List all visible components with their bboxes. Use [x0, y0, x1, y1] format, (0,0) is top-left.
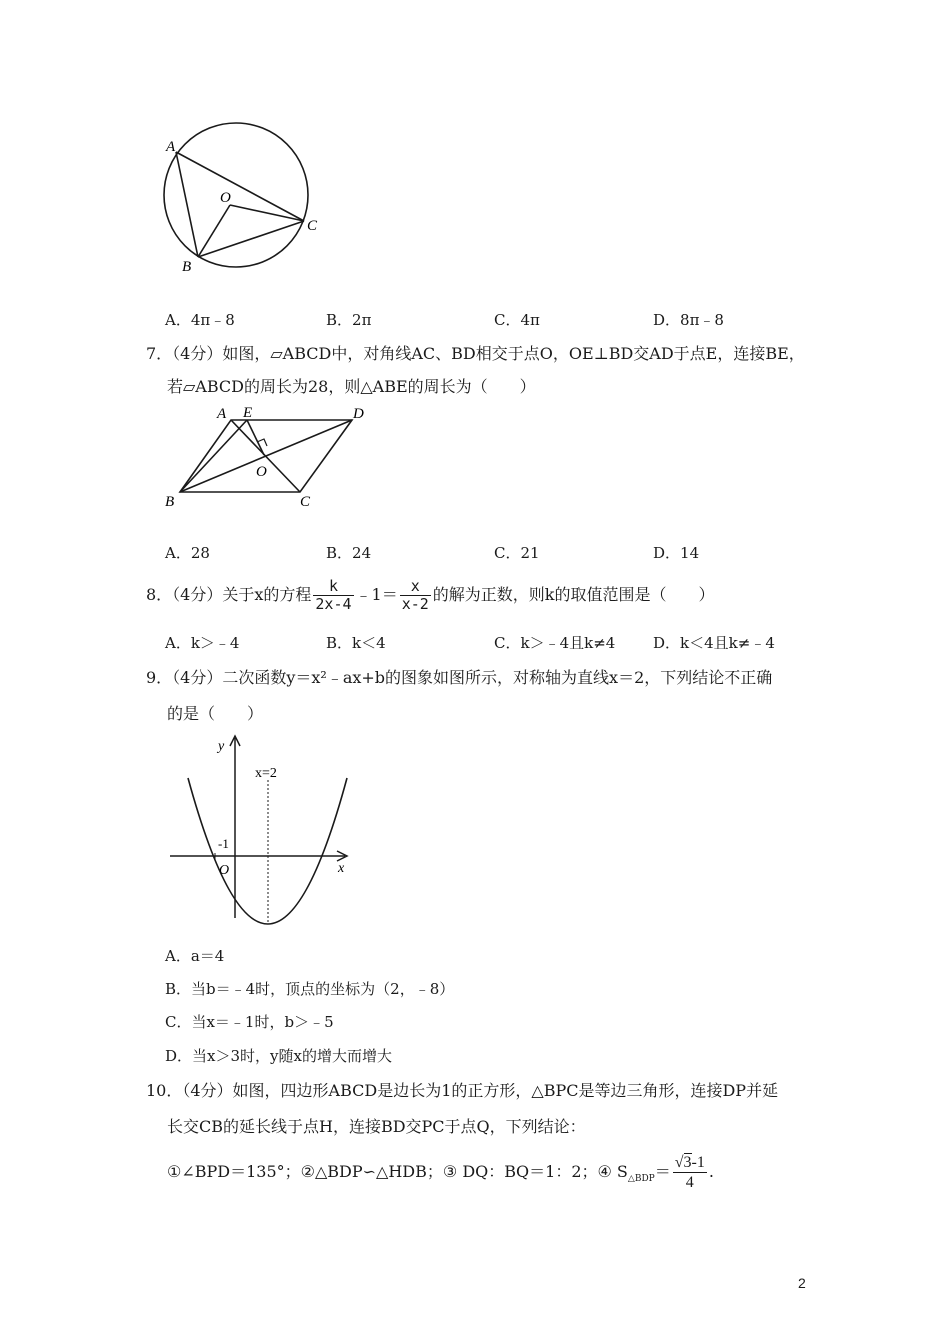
q8-fraction-2 [400, 578, 431, 613]
q8-frac1-num: k [313, 578, 353, 596]
q6-option-d: D．8π﹣8 [653, 311, 724, 329]
q10-line3 [167, 1150, 714, 1201]
label-a: A [166, 139, 176, 155]
q7-line2: 若▱ABCD的周长为28，则△ABE的周长为（ ） [167, 377, 536, 396]
q7-line1: 7．（4分）如图，▱ABCD中，对角线AC、BD相交于点O，OE⊥BD交AD于点E，连接BE， [146, 344, 805, 363]
q8-suffix: 的解为正数，则k的取值范围是（ ） [432, 585, 715, 604]
figure-circle [150, 115, 340, 285]
q10-line2: 长交CB的延长线于点H，连接BD交PC于点Q，下列结论： [167, 1117, 586, 1136]
q8-fraction-1 [313, 578, 353, 613]
label-d: D [353, 406, 364, 422]
q10-equals: ＝ [654, 1162, 671, 1181]
label-b: B [182, 259, 192, 275]
q8-option-b: B．k＜4 [326, 634, 386, 652]
q6-option-a: A．4π﹣8 [165, 311, 235, 329]
q10-statements: ①∠BPD＝135°；②△BDP∽△HDB；③ DQ：BQ＝1：2；④ S [167, 1162, 628, 1181]
tick-minus-one: -1 [218, 836, 229, 851]
q9-line2: 的是（ ） [167, 704, 264, 723]
q8-prefix: 8．（4分）关于x的方程 [146, 585, 312, 604]
q9-line1: 9．（4分）二次函数y＝x²﹣ax+b的图象如图所示，对称轴为直线x＝2，下列结论不正确 [146, 668, 773, 687]
q8-frac2-num: x [400, 578, 431, 596]
q9-option-a: A．a＝4 [165, 947, 225, 965]
q10-line1: 10．（4分）如图，四边形ABCD是边长为1的正方形，△BPC是等边三角形，连接DP并延 [146, 1081, 779, 1100]
q10-fraction [673, 1153, 707, 1192]
q10-frac-den: 4 [685, 1174, 694, 1191]
sqrt-sign: √ [674, 1154, 684, 1171]
q8-frac2-den: x-2 [401, 595, 429, 613]
q7-option-c: C．21 [494, 544, 540, 562]
q8-option-c: C．k＞﹣4且k≠4 [494, 634, 616, 652]
origin-label: O [219, 863, 230, 878]
q10-frac-num [673, 1153, 707, 1173]
q8-stem [146, 575, 715, 615]
q6-option-b: B．2π [326, 311, 372, 329]
q8-middle: ﹣1＝ [355, 585, 398, 604]
axis-y-label: y [218, 739, 225, 754]
q10-end: . [708, 1162, 714, 1181]
label-a: A [217, 406, 227, 422]
figure-parabola [165, 730, 360, 930]
q9-option-b: B．当b＝﹣4时，顶点的坐标为（2，﹣8） [165, 980, 455, 998]
q8-frac1-den: 2x-4 [315, 595, 352, 613]
q8-option-a: A．k＞﹣4 [165, 634, 240, 652]
q9-option-c: C．当x＝﹣1时，b＞﹣5 [165, 1013, 334, 1031]
axis-x-label: x [338, 861, 345, 876]
label-b: B [165, 494, 175, 510]
figure-parallelogram [160, 400, 375, 515]
q8-option-d: D．k＜4且k≠﹣4 [653, 634, 775, 652]
q10-subscript: △BDP [627, 1174, 655, 1185]
label-e: E [243, 405, 253, 421]
label-c: C [307, 218, 318, 234]
q9-option-d: D．当x＞3时，y随x的增大而增大 [165, 1047, 392, 1065]
page-number: 2 [798, 1275, 806, 1291]
label-o: O [220, 190, 231, 206]
q6-option-c: C．4π [494, 311, 540, 329]
q7-option-a: A．28 [165, 544, 210, 562]
q7-option-d: D．14 [653, 544, 700, 562]
q10-num-rest: -1 [691, 1154, 705, 1171]
symmetry-axis-label: x=2 [255, 766, 277, 781]
q10-sqrt-arg: 3 [683, 1154, 692, 1171]
label-o: O [256, 464, 267, 480]
q7-option-b: B．24 [326, 544, 372, 562]
label-c: C [300, 494, 311, 510]
